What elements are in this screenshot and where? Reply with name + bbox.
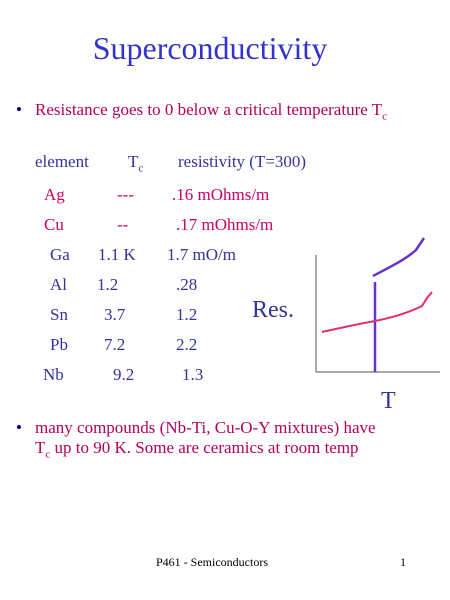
row-ga-element: Ga	[50, 245, 70, 264]
row-pb-resistivity: 2.2	[176, 335, 198, 354]
row-sn-tc: 3.7	[104, 305, 126, 324]
bullet-resistance	[35, 100, 387, 122]
row-cu-tc: --	[117, 215, 129, 234]
row-pb-element: Pb	[50, 335, 68, 354]
row-al-tc: 1.2	[97, 275, 119, 294]
bullet-marker: •	[16, 418, 22, 437]
bullet-compounds-line2	[35, 438, 425, 464]
row-ga-tc: 1.1 K	[98, 245, 136, 264]
header-tc-text: T	[128, 152, 139, 171]
row-cu-resistivity: .17 mOhms/m	[176, 215, 274, 234]
bullet-marker: •	[16, 100, 22, 119]
header-element: element	[35, 152, 89, 171]
graph-ylabel: Res.	[252, 297, 294, 323]
header-tc-subscript: c	[138, 162, 144, 175]
row-ag-resistivity: .16 mOhms/m	[172, 185, 270, 204]
row-ag-tc: ---	[117, 185, 134, 204]
bullet-compounds-tc: T	[35, 438, 46, 457]
resistance-graph	[300, 220, 450, 400]
row-nb-element: Nb	[43, 365, 64, 384]
row-nb-resistivity: 1.3	[182, 365, 204, 384]
row-sn-element: Sn	[50, 305, 68, 324]
header-resistivity: resistivity (T=300)	[178, 152, 307, 171]
normal-resistance-curve	[322, 292, 432, 332]
row-pb-tc: 7.2	[104, 335, 126, 354]
bullet-compounds-tc-subscript: c	[45, 448, 51, 461]
bullet-compounds-line2-text: up to 90 K. Some are ceramics at room temp	[50, 438, 359, 457]
row-al-element: Al	[50, 275, 67, 294]
header-tc	[128, 152, 143, 174]
footer-course: P461 - Semiconductors	[156, 555, 268, 569]
row-sn-resistivity: 1.2	[176, 305, 198, 324]
tc-subscript: c	[382, 110, 388, 123]
bullet-compounds	[35, 418, 425, 464]
row-ga-resistivity: 1.7 mO/m	[167, 245, 236, 264]
row-al-resistivity: .28	[176, 275, 198, 294]
slide-title: Superconductivity	[92, 30, 328, 66]
graph-xlabel: T	[381, 388, 396, 414]
superconductor-resistance-curve	[373, 238, 424, 276]
footer-page-number: 1	[400, 555, 406, 569]
row-cu-element: Cu	[44, 215, 64, 234]
row-nb-tc: 9.2	[113, 365, 135, 384]
bullet-resistance-text: Resistance goes to 0 below a critical temperature T	[35, 100, 383, 119]
row-ag-element: Ag	[44, 185, 65, 204]
bullet-compounds-line1: many compounds (Nb-Ti, Cu-O-Y mixtures) have	[35, 418, 376, 437]
